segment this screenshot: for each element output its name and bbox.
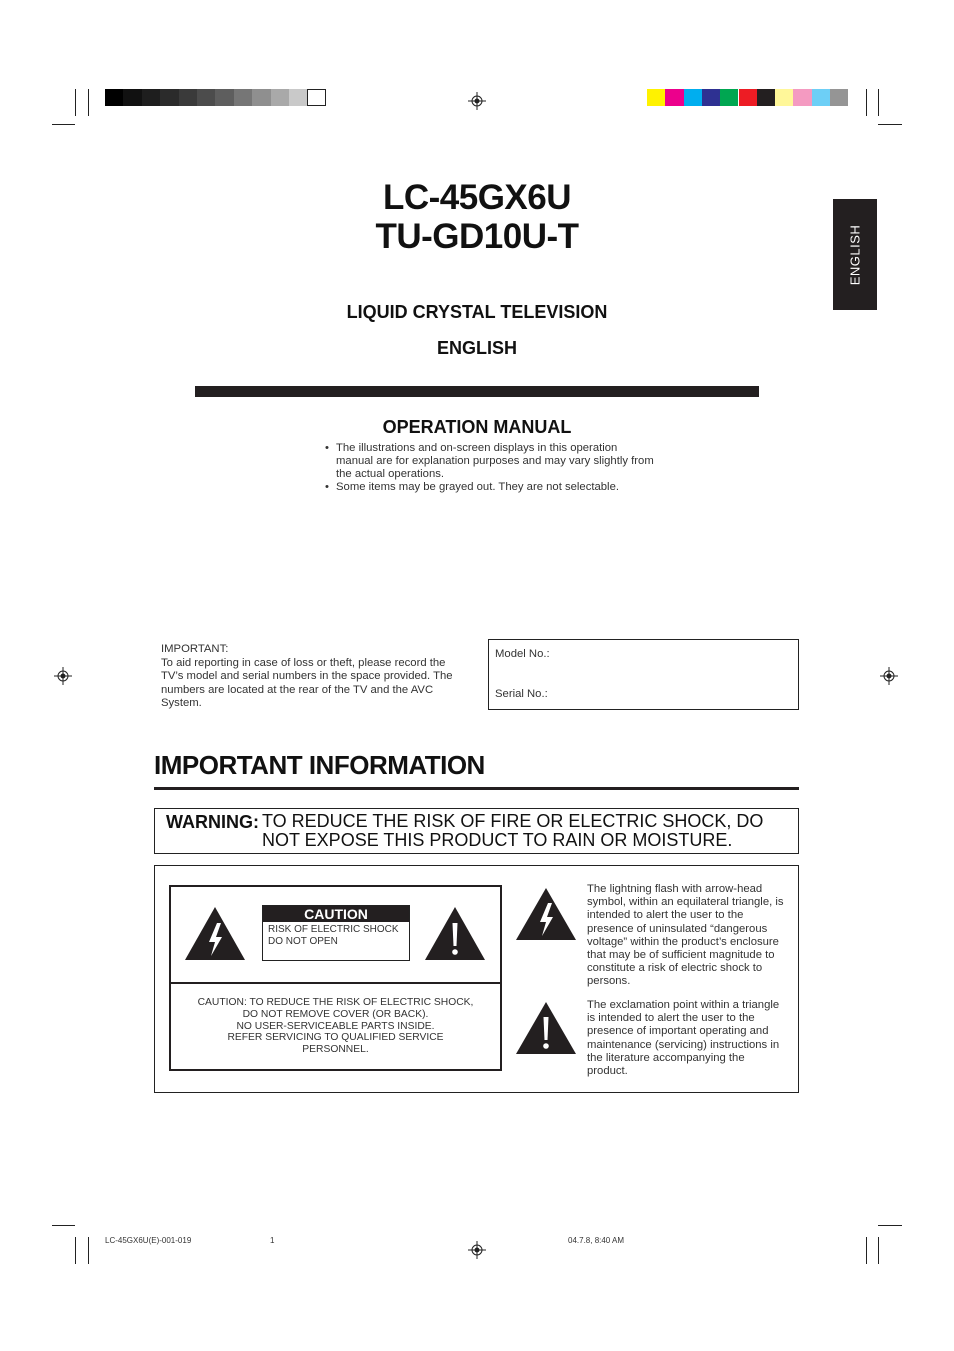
caution-label xyxy=(262,905,410,961)
product-type: LIQUID CRYSTAL TELEVISION xyxy=(346,302,608,322)
calibration-swatch xyxy=(123,89,141,106)
lightning-symbol-icon xyxy=(515,887,577,941)
record-notice xyxy=(161,643,461,711)
calibration-swatch xyxy=(252,89,270,106)
registration-mark-icon xyxy=(468,1241,486,1259)
caution-instructions xyxy=(171,997,500,1056)
calibration-swatch xyxy=(647,89,665,106)
calibration-swatch xyxy=(105,89,123,106)
section-heading: IMPORTANT INFORMATION xyxy=(154,750,485,780)
exclamation-symbol-icon xyxy=(515,1001,577,1055)
manual-notes xyxy=(324,442,654,494)
language-side-tab xyxy=(833,199,877,310)
lightning-warning-icon xyxy=(184,906,246,961)
calibration-swatch xyxy=(684,89,702,106)
exclamation-warning-icon xyxy=(424,906,486,961)
calibration-swatch xyxy=(160,89,178,106)
exclamation-symbol-description: The exclamation point within a triangle is intended to alert the user to the presence of important operating and maintenance (servicing) instructions in the literature accompanying the product. xyxy=(587,999,780,1078)
caution-line: NO USER-SERVICEABLE PARTS INSIDE. xyxy=(236,1020,435,1032)
registration-mark-icon xyxy=(880,667,898,685)
calibration-swatch xyxy=(289,89,307,106)
calibration-swatch xyxy=(757,89,775,106)
lightning-symbol-description: The lightning flash with arrow-head symbol, within an equilateral triangle, is intended to alert the user to the presence of uninsulated “dangerous voltage” within the product’s enclosure that may be of sufficient magnitude to constitute a risk of electric shock to persons. xyxy=(587,883,784,988)
serial-number-label: Serial No.: xyxy=(495,688,548,700)
calibration-swatch xyxy=(812,89,830,106)
calibration-swatch xyxy=(775,89,793,106)
manual-title: OPERATION MANUAL xyxy=(382,417,572,437)
model-serial-box xyxy=(488,639,799,710)
language-heading: ENGLISH xyxy=(436,338,517,358)
model-number-primary: LC-45GX6U xyxy=(382,178,572,217)
warning-box xyxy=(154,808,799,854)
calibration-swatch xyxy=(793,89,811,106)
caution-sub-line: DO NOT OPEN xyxy=(268,936,338,947)
caution-line: CAUTION: TO REDUCE THE RISK OF ELECTRIC SHOCK, xyxy=(197,997,474,1008)
record-heading: IMPORTANT: xyxy=(161,643,229,655)
footer-timestamp: 04.7.8, 8:40 AM xyxy=(568,1236,625,1245)
warning-label: WARNING: xyxy=(166,812,259,832)
calibration-swatch xyxy=(665,89,683,106)
calibration-swatch xyxy=(307,89,325,106)
title-divider xyxy=(195,386,759,397)
model-number-secondary: TU-GD10U-T xyxy=(375,217,579,256)
calibration-swatch xyxy=(197,89,215,106)
calibration-swatch xyxy=(739,89,757,106)
calibration-swatch xyxy=(179,89,197,106)
calibration-swatch xyxy=(234,89,252,106)
caution-line: PERSONNEL. xyxy=(302,1044,369,1056)
caution-panel-divider xyxy=(169,982,502,984)
footer-filename: LC-45GX6U(E)-001-019 xyxy=(105,1236,192,1245)
record-text: To aid reporting in case of loss or theft, please record the TV’s model and serial numbers in the space provided. The numbers are located at the rear of the TV and the AVC System. xyxy=(161,656,453,709)
calibration-swatch xyxy=(830,89,848,106)
caution-sub-line: RISK OF ELECTRIC SHOCK xyxy=(268,924,399,935)
calibration-swatch xyxy=(702,89,720,106)
warning-text: TO REDUCE THE RISK OF FIRE OR ELECTRIC SHOCK, DO NOT EXPOSE THIS PRODUCT TO RAIN OR MOISTURE. xyxy=(262,811,764,850)
caution-line: REFER SERVICING TO QUALIFIED SERVICE xyxy=(227,1032,444,1044)
calibration-swatch xyxy=(215,89,233,106)
calibration-swatch xyxy=(720,89,738,106)
calibration-swatch xyxy=(142,89,160,106)
language-side-tab-label: ENGLISH xyxy=(847,224,863,285)
caution-title: CAUTION xyxy=(263,906,409,922)
registration-mark-icon xyxy=(468,92,486,110)
footer-page-number: 1 xyxy=(270,1236,275,1245)
calibration-swatch xyxy=(271,89,289,106)
model-number-label: Model No.: xyxy=(495,648,550,660)
caution-subtext xyxy=(268,924,399,948)
note-item: • Some items may be grayed out. They are not selectable. xyxy=(324,481,654,494)
caution-line: DO NOT REMOVE COVER (OR BACK). xyxy=(242,1008,429,1020)
section-rule xyxy=(154,787,799,790)
registration-mark-icon xyxy=(54,667,72,685)
note-item: • The illustrations and on-screen displays in this operation manual are for explanation purposes and may vary slightly from the actual operations. xyxy=(324,442,654,481)
